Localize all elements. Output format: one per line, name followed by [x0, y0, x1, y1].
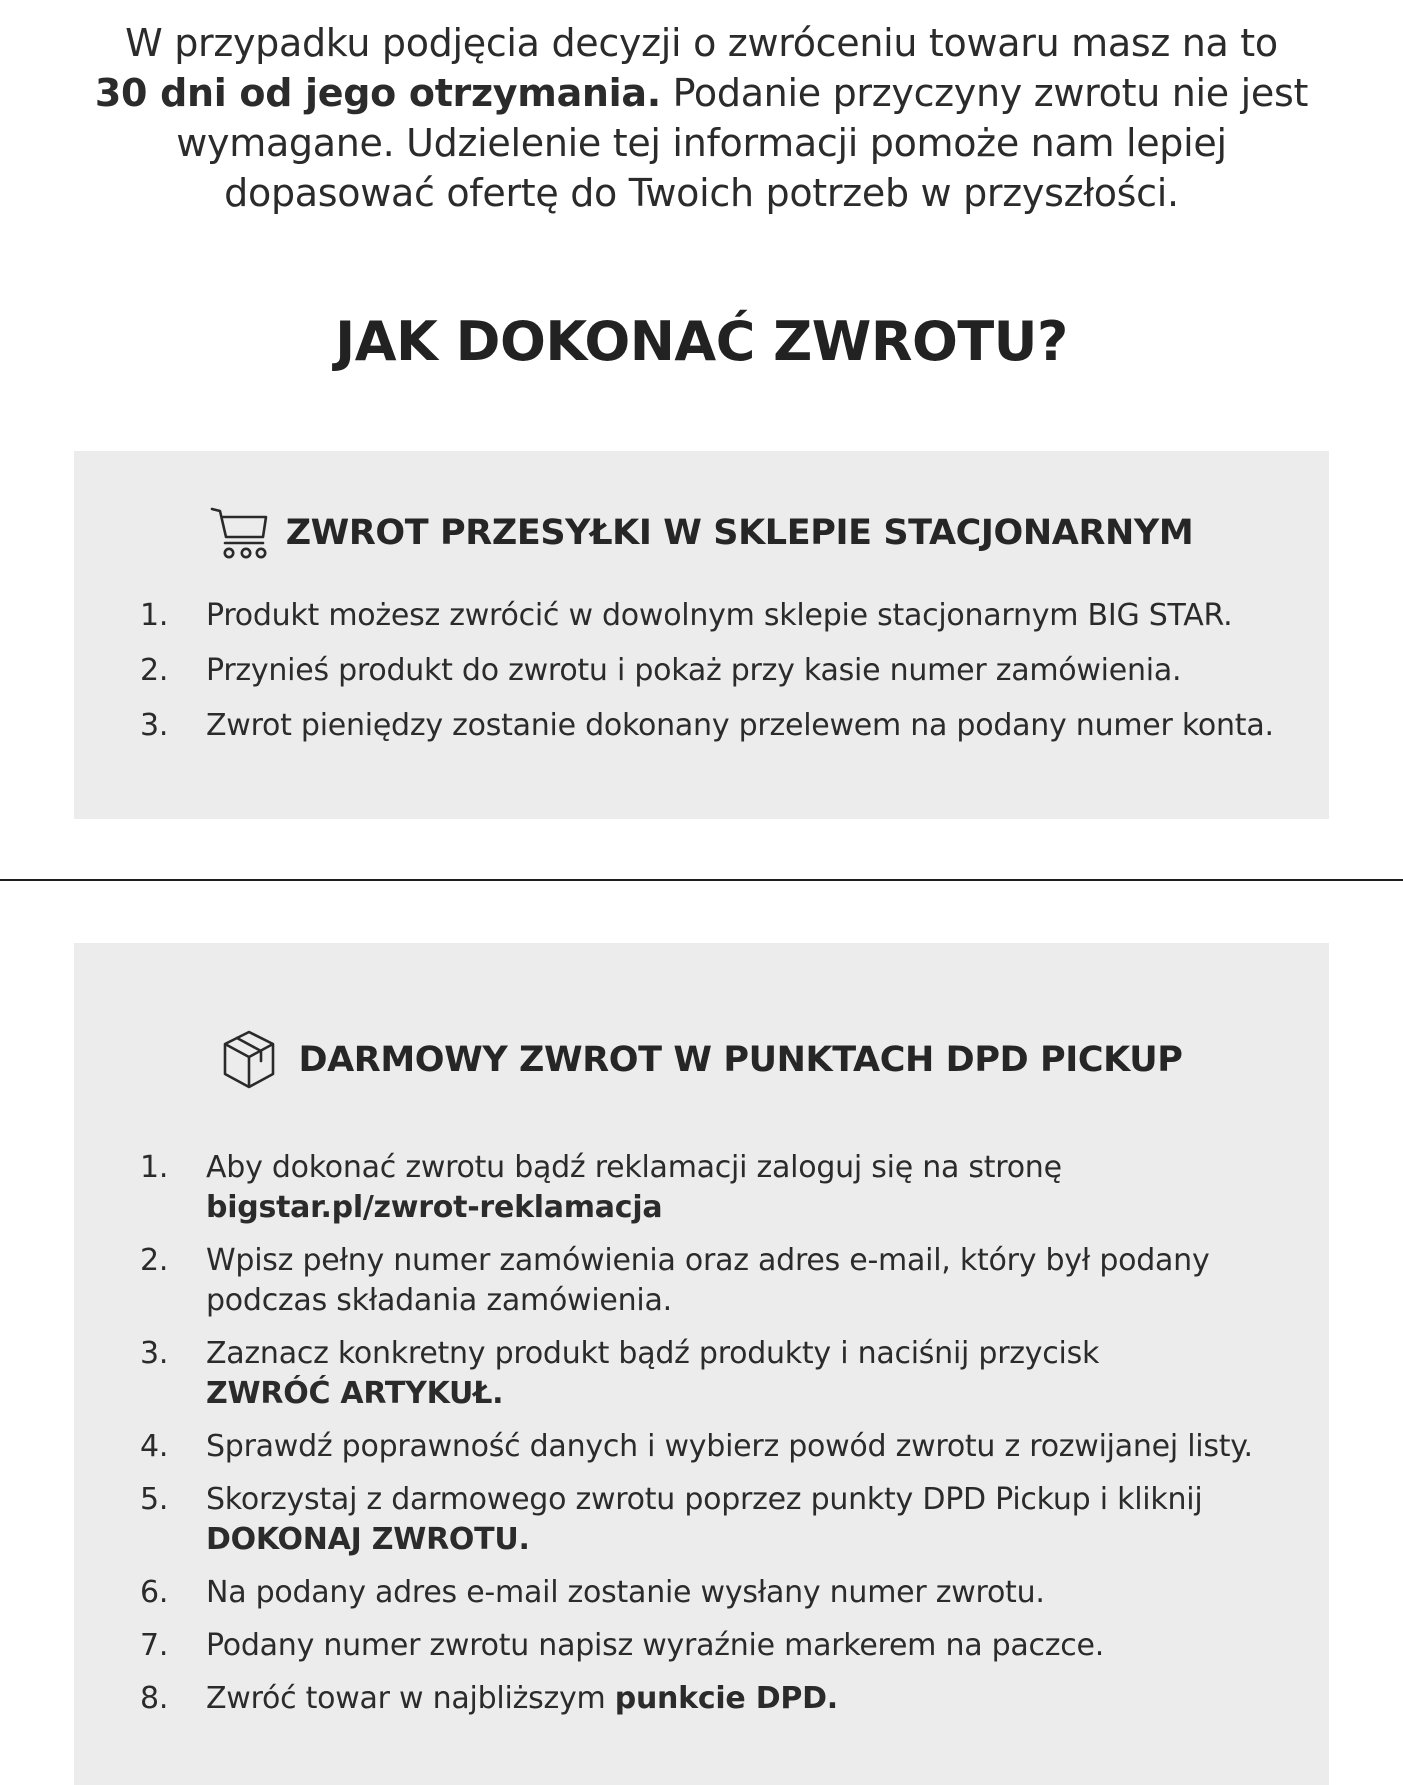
step-text: Zwróć towar w najbliższym	[206, 1681, 615, 1716]
dpd-step-6	[140, 1573, 1290, 1613]
dpd-return-title: DARMOWY ZWROT W PUNKTACH DPD PICKUP	[298, 1040, 1183, 1080]
step-number: 1.	[140, 598, 169, 633]
step-number: 7.	[140, 1628, 169, 1663]
return-item-label: ZWRÓĆ ARTYKUŁ.	[206, 1376, 504, 1411]
store-return-title: ZWROT PRZESYŁKI W SKLEPIE STACJONARNYM	[285, 513, 1194, 553]
store-step-2	[140, 651, 1290, 691]
step-text: Wpisz pełny numer zamówienia oraz adres e-mail, który był podany	[206, 1243, 1210, 1278]
intro-highlight: 30 dni od jego otrzymania.	[94, 71, 661, 115]
dpd-step-7	[140, 1626, 1290, 1666]
step-number: 1.	[140, 1150, 169, 1185]
store-return-header	[74, 503, 1329, 563]
make-return-label: DOKONAJ ZWROTU.	[206, 1522, 530, 1557]
dpd-step-1	[140, 1148, 1290, 1228]
dpd-step-2	[140, 1241, 1290, 1321]
intro-line-4: dopasować ofertę do Twoich potrzeb w przyszłości.	[224, 171, 1179, 215]
step-text: Zaznacz konkretny produkt bądź produkty i naciśnij przycisk	[206, 1336, 1100, 1371]
intro-line-3: wymagane. Udzielenie tej informacji pomoże nam lepiej	[176, 121, 1227, 165]
step-text: Sprawdź poprawność danych i wybierz powód zwrotu z rozwijanej listy.	[206, 1429, 1253, 1464]
page-title: JAK DOKONAĆ ZWROTU?	[335, 310, 1068, 373]
step-text: Skorzystaj z darmowego zwrotu poprzez punkty DPD Pickup i kliknij	[206, 1482, 1203, 1517]
step-text-continued: podczas składania zamówienia.	[206, 1283, 672, 1318]
dpd-return-header	[74, 1025, 1329, 1095]
step-text: Aby dokonać zwrotu bądź reklamacji zaloguj się na stronę	[206, 1150, 1062, 1185]
step-number: 6.	[140, 1575, 169, 1610]
store-step-1	[140, 596, 1290, 636]
step-number: 4.	[140, 1429, 169, 1464]
step-number: 3.	[140, 708, 169, 743]
intro-line-2-rest: Podanie przyczyny zwrotu nie jest	[660, 71, 1309, 115]
dpd-step-8	[140, 1679, 1290, 1719]
intro-line-1: W przypadku podjęcia decyzji o zwróceniu towaru masz na to	[125, 21, 1278, 65]
step-number: 8.	[140, 1681, 169, 1716]
step-number: 2.	[140, 653, 169, 688]
step-text: Podany numer zwrotu napisz wyraźnie markerem na paczce.	[206, 1628, 1105, 1663]
dpd-step-3	[140, 1334, 1290, 1414]
intro-line-2	[0, 68, 1403, 118]
store-step-3	[140, 706, 1290, 746]
step-text: Przynieś produkt do zwrotu i pokaż przy kasie numer zamówienia.	[206, 653, 1182, 688]
step-text: Zwrot pieniędzy zostanie dokonany przelewem na podany numer konta.	[206, 708, 1274, 743]
section-divider	[0, 879, 1403, 881]
intro-paragraph	[0, 18, 1403, 218]
store-return-panel	[74, 451, 1329, 819]
return-page-link-text: bigstar.pl/zwrot-reklamacja	[206, 1190, 663, 1225]
dpd-return-panel	[74, 943, 1329, 1785]
dpd-step-5	[140, 1480, 1290, 1560]
step-text: Produkt możesz zwrócić w dowolnym sklepie stacjonarnym BIG STAR.	[206, 598, 1233, 633]
dpd-point-label: punkcie DPD.	[614, 1681, 838, 1716]
step-text: Na podany adres e-mail zostanie wysłany numer zwrotu.	[206, 1575, 1045, 1610]
dpd-step-4	[140, 1427, 1290, 1467]
package-box-icon	[220, 1028, 278, 1092]
store-return-steps	[140, 596, 1290, 761]
step-number: 5.	[140, 1482, 169, 1517]
shopping-cart-icon	[210, 503, 270, 563]
dpd-return-steps	[140, 1148, 1290, 1732]
step-number: 3.	[140, 1336, 169, 1371]
step-number: 2.	[140, 1243, 169, 1278]
